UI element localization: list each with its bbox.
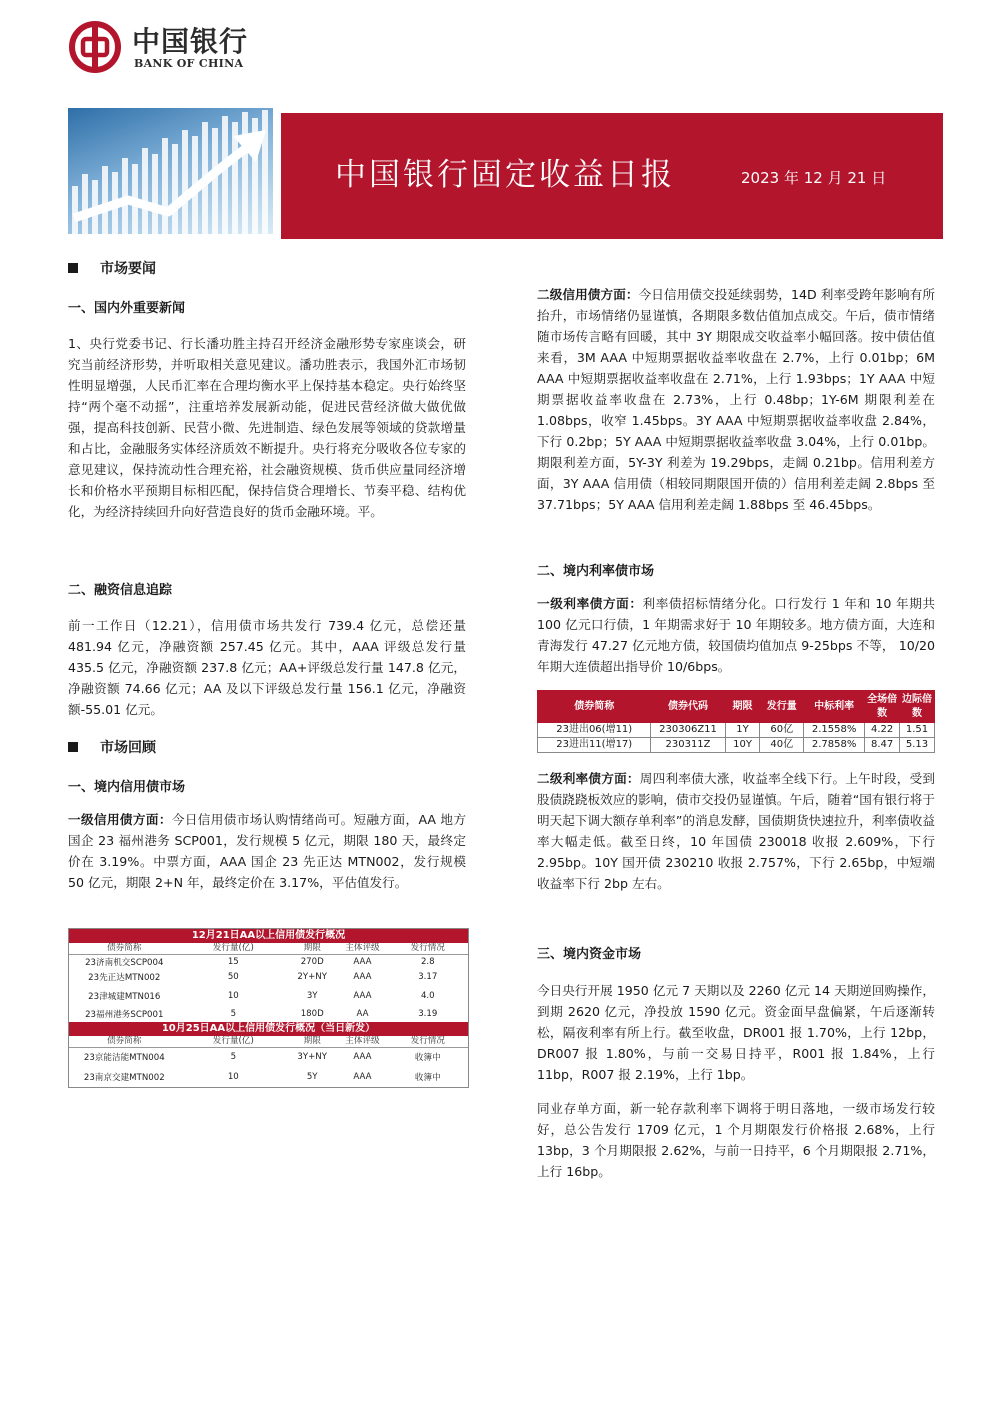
- table-cell: 23京能洁能MTN004: [83, 1053, 165, 1064]
- table-cell: 10: [227, 990, 239, 1001]
- table-row: [538, 723, 935, 738]
- table1: [69, 943, 468, 1022]
- table-cell: 1.51: [900, 723, 935, 738]
- square-bullet-icon: [68, 742, 78, 752]
- table2-header: 期限: [287, 1036, 337, 1048]
- credit-primary-lead: 一级信用债方面：: [68, 812, 172, 827]
- table-cell: 5Y: [306, 1072, 318, 1082]
- credit-market-subheading: 一、境内信用债市场: [68, 780, 186, 795]
- rate-table-header: 发行量: [760, 691, 804, 723]
- table2-title: 10月25日AA以上信用债发行概况（当日新发）: [69, 1022, 468, 1036]
- table-cell: AAA: [353, 957, 372, 968]
- table-cell: 4.0: [420, 990, 435, 1001]
- logo-english-name: BANK OF CHINA: [134, 57, 244, 70]
- table2-header: 发行量(亿): [180, 1036, 288, 1048]
- table-cell: 3Y: [306, 990, 318, 1001]
- table-cell: 23进出06(增11): [538, 723, 651, 738]
- table-row: [69, 1007, 468, 1022]
- table-cell: 10Y: [725, 738, 760, 753]
- table-cell: 270D: [300, 957, 324, 968]
- rate-secondary-paragraph: 二级利率债方面：周四利率债大涨，收益率全线下行。上午时段，受到股债跷跷板效应的影响，债市交投仍显谨慎。午后，随着“国有银行将于明天起下调大额存单利率”的消息发酵，国债期货快速拉升，利率债收益率大幅走低。截至日终，10 年国债 230018 收报 2.609%，下行 2.95bp。10Y 国开债 230210 收报 2.757%，下行 2.65bp，中短端收益率下行 2bp 左右。: [537, 771, 936, 891]
- table-row: [69, 955, 468, 970]
- financing-paragraph: 前一工作日（12.21），信用债市场共发行 739.4 亿元，总偿还量 481.94 亿元，净融资额 257.45 亿元。其中，AAA 评级总发行量 435.5 亿元，净融资额 237.8 亿元；AA+评级总发行量 147.8 亿元，净融资额 74.66 亿元；AA 及以下评级总发行量 156.1 亿元，净融资额-55.01 亿元。: [68, 618, 466, 717]
- table1-header-row: [69, 943, 468, 955]
- rate-table-header: 期限: [725, 691, 760, 723]
- table-cell: 5.13: [900, 738, 935, 753]
- table-cell: 2.7858%: [804, 738, 865, 753]
- table-cell: 23津城建MTN016: [88, 991, 161, 1002]
- table2-header: 发行情况: [388, 1036, 468, 1048]
- square-bullet-icon: [68, 263, 78, 273]
- rate-primary-paragraph: 一级利率债方面：利率债招标情绪分化。口行发行 1 年和 10 年期共 100 亿元口行债，1 年期需求好于 10 年期较多。地方债方面，大连和青海发行 47.27 亿元地方债，较国债均值加点 9-25bps 不等， 10/20 年期大连债超出指导价 10/6bps。: [537, 596, 935, 674]
- table-cell: AAA: [353, 972, 372, 982]
- report-date: 2023 年 12 月 21 日: [741, 169, 887, 187]
- table-cell: AA: [356, 1009, 369, 1019]
- table2-header-row: [69, 1036, 468, 1048]
- table-cell: 4.22: [865, 723, 900, 738]
- money-market-paragraph-2: 同业存单方面，新一轮存款利率下调将于明日落地，一级市场发行较好，总公告发行 1709 亿元，1 个月期限发行价格报 2.68%，上行 13bp，3 个月期限报 2.62%，与前一日持平，6 个月期限报 2.71%，上行 16bp。: [537, 1101, 935, 1179]
- rate-table-header: 债券代码: [651, 691, 725, 723]
- table-row: [69, 1067, 468, 1087]
- table-row: [69, 970, 468, 985]
- rate-table-header: 全场倍数: [865, 691, 900, 723]
- table-cell: 2Y+NY: [297, 972, 327, 982]
- table2-header: 债券简称: [69, 1036, 180, 1048]
- table-cell: 40亿: [760, 738, 804, 753]
- table-cell: 5: [230, 1052, 237, 1063]
- rate-table-header: 中标利率: [804, 691, 865, 723]
- table1-header: 债券简称: [69, 943, 180, 955]
- bank-of-china-logo-icon: [68, 20, 122, 74]
- credit-issuance-tables: [68, 928, 469, 1088]
- table-cell: AAA: [353, 990, 372, 1001]
- report-title: 中国银行固定收益日报: [335, 157, 675, 193]
- table-row: [69, 1047, 468, 1067]
- table2-header: 主体评级: [337, 1036, 387, 1048]
- table-cell: 23济南机交SCP004: [85, 958, 164, 969]
- table-row: [538, 738, 935, 753]
- table-cell: 15: [227, 957, 239, 968]
- market-review-heading: 市场回顾: [68, 737, 156, 757]
- market-news-heading: 市场要闻: [68, 258, 156, 278]
- table1-header: 期限: [287, 943, 337, 955]
- report-banner: [281, 113, 943, 239]
- table1-header: 主体评级: [337, 943, 387, 955]
- table1-title: 12月21日AA以上信用债发行概况: [69, 929, 468, 943]
- credit-secondary-paragraph: 二级信用债方面：今日信用债交投延续弱势，14D 利率受跨年影响有所抬升，市场情绪仍显谨慎，各期限多数估值加点成交。午后，债市情绪随市场传言略有回暖，其中 3Y 期限成交收益率小幅回落。按中债估值来看，3M AAA 中短期票据收益率收盘在 2.7%，上行 0.01bp；6M AAA 中短期票据收益率收盘在 2.71%，上行 1.93bps；1Y AAA 中短期票据收益率收盘在 2.73%，上行 0.48bp；1Y-6M 期限利差在 1.08bps，收窄 1.45bps。3Y AAA 中短期票据收益率收盘 2.84%，下行 0.2bp；5Y AAA 中短期票据收益率收盘 3.04%，上行 0.01bp。期限利差方面，5Y-3Y 利差为 19.29bps，走阔 0.21bp。信用利差方面，3Y AAA 信用债（相较同期限国开债的）信用利差走阔 2.8bps 至 37.71bps；5Y AAA 信用利差走阔 1.88bps 至 46.45bps。: [537, 287, 935, 512]
- rate-table-header-row: [538, 691, 935, 723]
- table-cell: AAA: [353, 1072, 372, 1082]
- table-cell: 23进出11(增17): [538, 738, 651, 753]
- table-cell: 23福州港务SCP001: [85, 1010, 164, 1020]
- table-cell: 230306Z11: [651, 723, 725, 738]
- money-market-subheading: 三、境内资金市场: [537, 947, 642, 962]
- credit-primary-paragraph: 一级信用债方面：今日信用债市场认购情绪尚可。短融方面，AA 地方国企 23 福州港务 SCP001，发行规模 5 亿元，期限 180 天，最终定价在 3.19%。中票方面，AAA 国企 23 先正达 MTN002，发行规模 50 亿元，期限 2+N 年，最终定价在 3.17%，平估值发行。: [68, 812, 466, 890]
- table-cell: 10: [227, 1072, 239, 1082]
- financing-subheading: 二、融资信息追踪: [68, 583, 173, 598]
- logo-chinese-name: 中国银行: [132, 25, 249, 58]
- rate-secondary-lead: 二级利率债方面：: [537, 771, 640, 786]
- table-cell: 收簿中: [414, 1053, 441, 1064]
- money-market-paragraph-1: 今日央行开展 1950 亿元 7 天期以及 2260 亿元 14 天期逆回购操作，到期 2620 亿元，净投放 1590 亿元。资金面早盘偏紧，午后逐渐转松，隔夜利率有所上行。截至收盘，DR001 报 1.70%，上行 12bp，DR007 报 1.80%，与前一交易日持平，R001 报 1.84%，上行 11bp，R007 报 2.19%，上行 1bp。: [537, 983, 935, 1082]
- table-cell: 23南京交建MTN002: [83, 1073, 165, 1083]
- table-cell: 23先正达MTN002: [88, 973, 161, 983]
- credit-secondary-lead: 二级信用债方面：: [537, 287, 639, 302]
- news-paragraph-1: 1、央行党委书记、行长潘功胜主持召开经济金融形势专家座谈会，研究当前经济形势，并听取相关意见建议。潘功胜表示，我国外汇市场韧性明显增强，人民币汇率在合理均衡水平上保持基本稳定。央行始终坚持“两个毫不动摇”，注重培养发展新动能，促进民营经济做大做优做强，提高科技创新、民营小微、先进制造、绿色发展等领域的贷款增量和占比，金融服务实体经济质效不断提升。央行将充分吸收各位专家的意见建议，保持流动性合理充裕，社会融资规模、货币供应量同经济增长和价格水平预期目标相匹配，保持信贷合理增长、节奏平稳、结构优化，为经济持续回升向好营造良好的货币金融环境。平。: [68, 336, 466, 519]
- domestic-news-subheading: 一、国内外重要新闻: [68, 301, 186, 316]
- rate-primary-lead: 一级利率债方面：: [537, 596, 643, 611]
- table-cell: 2.8: [420, 957, 435, 968]
- rate-table-header: 边际倍数: [900, 691, 935, 723]
- table-cell: 230311Z: [651, 738, 725, 753]
- table-cell: 8.47: [865, 738, 900, 753]
- bank-logo: [68, 18, 268, 74]
- rate-bond-subheading: 二、境内利率债市场: [537, 564, 655, 579]
- table-cell: AAA: [353, 1052, 372, 1063]
- table-cell: 60亿: [760, 723, 804, 738]
- banner-chart-image: [68, 108, 273, 234]
- rate-bond-table: [537, 690, 935, 753]
- table-row: [69, 985, 468, 1007]
- rising-bar-chart-arrow-icon: [68, 108, 273, 234]
- table-cell: 3.19: [418, 1009, 438, 1019]
- rate-table-header: 债券简称: [538, 691, 651, 723]
- table-cell: 180D: [300, 1009, 324, 1019]
- table-cell: 5: [230, 1009, 237, 1019]
- table-cell: 3Y+NY: [297, 1052, 327, 1063]
- table2: [69, 1036, 468, 1088]
- table-cell: 2.1558%: [804, 723, 865, 738]
- table-cell: 1Y: [725, 723, 760, 738]
- table-cell: 收簿中: [414, 1073, 441, 1083]
- table-cell: 3.17: [418, 972, 438, 982]
- table-cell: 50: [227, 972, 239, 982]
- table1-header: 发行情况: [388, 943, 468, 955]
- table1-header: 发行量(亿): [180, 943, 288, 955]
